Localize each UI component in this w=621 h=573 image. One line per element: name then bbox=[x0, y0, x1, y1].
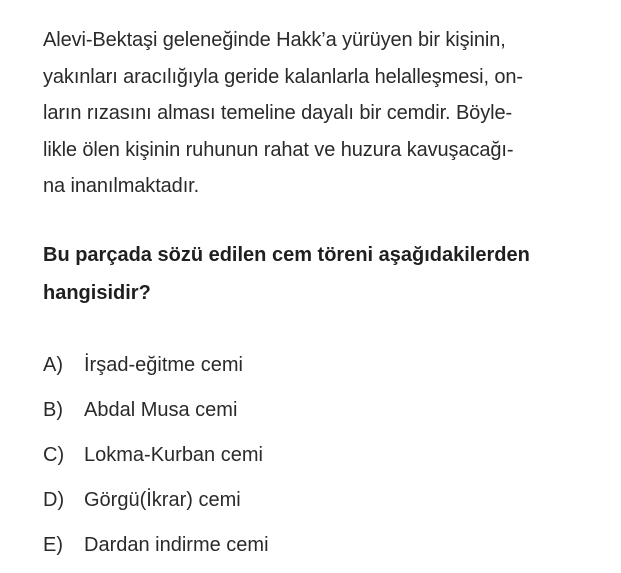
option-text: İrşad-eğitme cemi bbox=[84, 354, 243, 376]
option-letter: E) bbox=[43, 534, 63, 556]
answer-options bbox=[43, 343, 269, 568]
option-text: Lokma-Kurban cemi bbox=[84, 444, 263, 466]
option-text: Görgü(İkrar) cemi bbox=[84, 489, 241, 511]
passage-line: yakınları aracılığıyla geride kalanlarla helalleşmesi, on- bbox=[43, 65, 523, 88]
question-line: hangisidir? bbox=[43, 282, 151, 304]
option-letter: C) bbox=[43, 444, 65, 466]
passage-line: likle ölen kişinin ruhunun rahat ve huzura kavuşacağı- bbox=[43, 138, 514, 161]
option-d[interactable] bbox=[43, 478, 269, 523]
option-text: Abdal Musa cemi bbox=[84, 399, 238, 421]
passage-text bbox=[43, 22, 603, 205]
option-e[interactable] bbox=[43, 523, 269, 568]
option-text: Dardan indirme cemi bbox=[84, 534, 269, 556]
option-letter: A) bbox=[43, 354, 63, 376]
question-stem bbox=[43, 236, 603, 312]
option-b[interactable] bbox=[43, 388, 269, 433]
option-letter: D) bbox=[43, 489, 65, 511]
option-a[interactable] bbox=[43, 343, 269, 388]
passage-line: Alevi-Bektaşi geleneğinde Hakk’a yürüyen bir kişinin, bbox=[43, 29, 506, 51]
passage-line: ların rızasını alması temeline dayalı bir cemdir. Böyle- bbox=[43, 102, 513, 124]
passage-line: na inanılmaktadır. bbox=[43, 175, 200, 197]
option-letter: B) bbox=[43, 399, 63, 421]
question-line: Bu parçada sözü edilen cem töreni aşağıdakilerden bbox=[43, 244, 530, 266]
option-c[interactable] bbox=[43, 433, 269, 478]
